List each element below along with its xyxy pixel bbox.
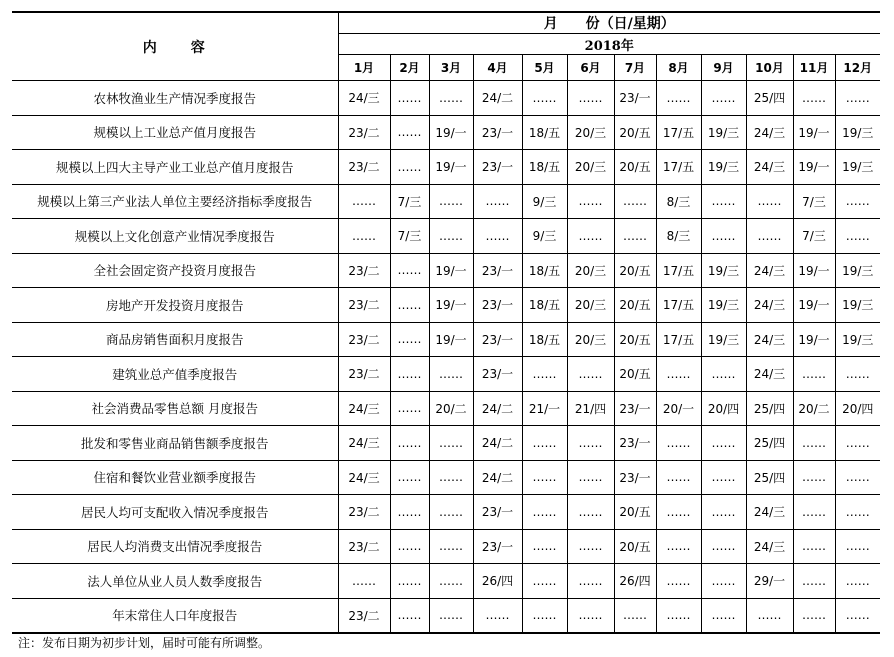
release-date-cell: ……	[338, 564, 390, 599]
release-date-cell: 23/一	[473, 288, 522, 323]
release-date-cell: 19/一	[429, 115, 473, 150]
release-date-cell: 19/三	[835, 150, 880, 185]
release-date-cell: ……	[835, 598, 880, 633]
release-date-cell: ……	[701, 426, 746, 461]
release-date-cell: ……	[567, 598, 614, 633]
release-date-cell: 20/三	[567, 115, 614, 150]
release-date-cell: ……	[656, 460, 701, 495]
release-date-cell: ……	[701, 460, 746, 495]
release-date-cell: 23/一	[614, 460, 656, 495]
release-date-cell: 23/二	[338, 253, 390, 288]
release-date-cell: ……	[793, 426, 835, 461]
release-date-cell: 17/五	[656, 115, 701, 150]
release-date-cell: 29/一	[746, 564, 793, 599]
release-date-cell: 20/五	[614, 529, 656, 564]
release-date-cell: ……	[429, 529, 473, 564]
release-date-cell: ……	[567, 81, 614, 116]
release-date-cell: 25/四	[746, 391, 793, 426]
release-date-cell: 19/一	[793, 322, 835, 357]
release-date-cell: ……	[835, 529, 880, 564]
release-date-cell: 19/三	[835, 115, 880, 150]
release-date-cell: ……	[746, 598, 793, 633]
release-date-cell: ……	[390, 253, 429, 288]
report-name: 建筑业总产值季度报告	[12, 357, 338, 392]
table-row	[12, 184, 880, 219]
release-date-cell: 24/三	[338, 391, 390, 426]
release-date-cell: ……	[835, 357, 880, 392]
release-date-cell: ……	[390, 426, 429, 461]
release-date-cell: 19/三	[701, 288, 746, 323]
release-date-cell: ……	[793, 460, 835, 495]
report-name: 社会消费品零售总额 月度报告	[12, 391, 338, 426]
release-date-cell: 18/五	[522, 150, 567, 185]
table-row	[12, 115, 880, 150]
release-date-cell: ……	[701, 184, 746, 219]
table-row	[12, 426, 880, 461]
release-date-cell: 19/一	[429, 253, 473, 288]
release-date-cell: ……	[567, 357, 614, 392]
release-date-cell: ……	[429, 81, 473, 116]
release-date-cell: 17/五	[656, 150, 701, 185]
release-date-cell: 20/五	[614, 150, 656, 185]
release-date-cell: 20/五	[614, 253, 656, 288]
release-date-cell: 24/二	[473, 460, 522, 495]
release-date-cell: ……	[390, 115, 429, 150]
release-date-cell: 8/三	[656, 219, 701, 254]
content-column-header: 内 容	[12, 12, 338, 81]
table-row	[12, 495, 880, 530]
release-date-cell: ……	[793, 357, 835, 392]
release-date-cell: 23/二	[338, 115, 390, 150]
release-date-cell: 9/三	[522, 184, 567, 219]
release-date-cell: 20/五	[614, 322, 656, 357]
release-date-cell: ……	[390, 529, 429, 564]
release-date-cell: ……	[746, 184, 793, 219]
release-date-cell: ……	[567, 495, 614, 530]
release-date-cell: 24/三	[746, 150, 793, 185]
month-header-7: 7月	[614, 55, 656, 81]
release-date-cell: ……	[701, 564, 746, 599]
release-date-cell: ……	[746, 219, 793, 254]
release-date-cell: ……	[793, 529, 835, 564]
release-date-cell: 24/三	[746, 253, 793, 288]
release-date-cell: 19/一	[429, 322, 473, 357]
month-header-11: 11月	[793, 55, 835, 81]
release-date-cell: 24/三	[746, 115, 793, 150]
release-date-cell: 19/三	[835, 322, 880, 357]
release-date-cell: 23/一	[473, 495, 522, 530]
release-date-cell: 23/二	[338, 529, 390, 564]
table-row	[12, 460, 880, 495]
report-name: 房地产开发投资月度报告	[12, 288, 338, 323]
release-date-cell: ……	[567, 460, 614, 495]
release-date-cell: ……	[390, 81, 429, 116]
release-date-cell: 9/三	[522, 219, 567, 254]
release-date-cell: 20/五	[614, 115, 656, 150]
report-name: 全社会固定资产投资月度报告	[12, 253, 338, 288]
month-header-4: 4月	[473, 55, 522, 81]
release-date-cell: ……	[656, 564, 701, 599]
release-date-cell: 19/一	[429, 150, 473, 185]
release-date-cell: 20/三	[567, 253, 614, 288]
release-date-cell: ……	[614, 219, 656, 254]
release-date-cell: ……	[835, 460, 880, 495]
release-date-cell: 19/一	[793, 288, 835, 323]
release-date-cell: ……	[473, 219, 522, 254]
release-schedule-table	[12, 11, 880, 634]
release-date-cell: 24/三	[746, 357, 793, 392]
release-date-cell: 24/三	[746, 529, 793, 564]
release-date-cell: ……	[522, 529, 567, 564]
release-date-cell: ……	[390, 322, 429, 357]
release-date-cell: 23/一	[473, 115, 522, 150]
release-date-cell: ……	[338, 184, 390, 219]
release-date-cell: ……	[522, 564, 567, 599]
release-date-cell: 18/五	[522, 115, 567, 150]
release-date-cell: ……	[390, 564, 429, 599]
release-date-cell: ……	[567, 426, 614, 461]
release-date-cell: ……	[701, 219, 746, 254]
release-date-cell: 17/五	[656, 322, 701, 357]
release-date-cell: 23/二	[338, 495, 390, 530]
release-date-cell: 23/一	[473, 150, 522, 185]
table-row	[12, 391, 880, 426]
year-header: 2018年	[338, 34, 880, 55]
release-date-cell: 23/二	[338, 598, 390, 633]
release-date-cell: 20/五	[614, 288, 656, 323]
release-date-cell: ……	[390, 288, 429, 323]
release-date-cell: 23/二	[338, 150, 390, 185]
release-date-cell: ……	[701, 81, 746, 116]
release-date-cell: 25/四	[746, 81, 793, 116]
release-date-cell: ……	[793, 81, 835, 116]
release-date-cell: ……	[390, 391, 429, 426]
release-date-cell: 24/三	[338, 81, 390, 116]
release-date-cell: ……	[793, 598, 835, 633]
release-date-cell: 24/三	[746, 495, 793, 530]
release-date-cell: ……	[701, 357, 746, 392]
release-date-cell: 26/四	[614, 564, 656, 599]
release-date-cell: ……	[701, 495, 746, 530]
release-date-cell: ……	[429, 357, 473, 392]
release-date-cell: ……	[338, 219, 390, 254]
release-date-cell: ……	[567, 529, 614, 564]
release-date-cell: 21/四	[567, 391, 614, 426]
release-date-cell: 24/三	[746, 322, 793, 357]
release-date-cell: 19/三	[701, 253, 746, 288]
release-date-cell: 18/五	[522, 322, 567, 357]
release-date-cell: ……	[429, 564, 473, 599]
release-date-cell: 7/三	[793, 219, 835, 254]
release-date-cell: 20/五	[614, 357, 656, 392]
release-date-cell: 23/二	[338, 357, 390, 392]
table-row	[12, 81, 880, 116]
month-header-10: 10月	[746, 55, 793, 81]
release-date-cell: 7/三	[390, 219, 429, 254]
release-date-cell: 24/三	[338, 460, 390, 495]
table-row	[12, 150, 880, 185]
report-name: 商品房销售面积月度报告	[12, 322, 338, 357]
release-date-cell: 24/二	[473, 81, 522, 116]
release-date-cell: ……	[473, 598, 522, 633]
release-date-cell: 23/一	[614, 426, 656, 461]
report-name: 规模以上文化创意产业情况季度报告	[12, 219, 338, 254]
month-header-5: 5月	[522, 55, 567, 81]
month-header-8: 8月	[656, 55, 701, 81]
table-row	[12, 288, 880, 323]
release-date-cell: 19/三	[701, 322, 746, 357]
table-body	[12, 81, 880, 634]
release-date-cell: 20/三	[567, 322, 614, 357]
release-date-cell: ……	[835, 495, 880, 530]
release-date-cell: 21/一	[522, 391, 567, 426]
release-date-cell: 20/三	[567, 150, 614, 185]
month-header-6: 6月	[567, 55, 614, 81]
report-name: 年末常住人口年度报告	[12, 598, 338, 633]
release-date-cell: 26/四	[473, 564, 522, 599]
table-row	[12, 322, 880, 357]
release-date-cell: ……	[793, 495, 835, 530]
release-date-cell: ……	[701, 529, 746, 564]
release-date-cell: 17/五	[656, 253, 701, 288]
release-date-cell: 24/三	[746, 288, 793, 323]
release-date-cell: 8/三	[656, 184, 701, 219]
release-date-cell: ……	[614, 184, 656, 219]
release-date-cell: 25/四	[746, 426, 793, 461]
release-date-cell: ……	[567, 184, 614, 219]
report-name: 农林牧渔业生产情况季度报告	[12, 81, 338, 116]
release-date-cell: ……	[656, 81, 701, 116]
release-date-cell: 19/一	[429, 288, 473, 323]
release-date-cell: ……	[522, 598, 567, 633]
release-date-cell: 23/一	[614, 81, 656, 116]
release-date-cell: ……	[522, 426, 567, 461]
release-date-cell: ……	[522, 495, 567, 530]
release-date-cell: 7/三	[793, 184, 835, 219]
report-name: 规模以上第三产业法人单位主要经济指标季度报告	[12, 184, 338, 219]
release-date-cell: ……	[390, 357, 429, 392]
release-date-cell: ……	[390, 150, 429, 185]
release-date-cell: 20/五	[614, 495, 656, 530]
release-date-cell: ……	[429, 495, 473, 530]
release-date-cell: ……	[390, 460, 429, 495]
release-date-cell: 19/一	[793, 253, 835, 288]
release-date-cell: ……	[656, 426, 701, 461]
release-date-cell: 19/一	[793, 150, 835, 185]
release-date-cell: 18/五	[522, 288, 567, 323]
release-date-cell: 20/三	[567, 288, 614, 323]
release-date-cell: ……	[429, 598, 473, 633]
report-name: 法人单位从业人员人数季度报告	[12, 564, 338, 599]
month-header-12: 12月	[835, 55, 880, 81]
release-date-cell: ……	[835, 564, 880, 599]
release-date-cell: ……	[656, 598, 701, 633]
release-date-cell: ……	[614, 598, 656, 633]
release-date-cell: 23/一	[473, 253, 522, 288]
release-date-cell: 19/一	[793, 115, 835, 150]
release-date-cell: ……	[567, 219, 614, 254]
release-date-cell: ……	[522, 460, 567, 495]
release-date-cell: 23/一	[473, 322, 522, 357]
release-date-cell: 24/三	[338, 426, 390, 461]
table-row	[12, 357, 880, 392]
release-date-cell: ……	[793, 564, 835, 599]
table-row	[12, 253, 880, 288]
report-name: 规模以上工业总产值月度报告	[12, 115, 338, 150]
release-date-cell: ……	[835, 426, 880, 461]
release-date-cell: ……	[835, 81, 880, 116]
release-date-cell: ……	[429, 184, 473, 219]
release-date-cell: ……	[473, 184, 522, 219]
release-date-cell: ……	[390, 495, 429, 530]
release-date-cell: ……	[656, 529, 701, 564]
month-header-2: 2月	[390, 55, 429, 81]
footnote: 注：发布日期为初步计划，届时可能有所调整。	[18, 636, 271, 650]
release-date-cell: 23/一	[473, 529, 522, 564]
release-date-cell: 19/三	[835, 288, 880, 323]
table-row	[12, 564, 880, 599]
release-date-cell: ……	[656, 495, 701, 530]
release-date-cell: 20/二	[429, 391, 473, 426]
release-date-cell: ……	[656, 357, 701, 392]
release-date-cell: 19/三	[835, 253, 880, 288]
release-date-cell: ……	[429, 460, 473, 495]
month-header-1: 1月	[338, 55, 390, 81]
release-date-cell: ……	[835, 184, 880, 219]
report-name: 居民人均可支配收入情况季度报告	[12, 495, 338, 530]
release-date-cell: 23/一	[473, 357, 522, 392]
release-date-cell: 17/五	[656, 288, 701, 323]
release-date-cell: 20/四	[835, 391, 880, 426]
release-date-cell: 25/四	[746, 460, 793, 495]
release-date-cell: ……	[429, 426, 473, 461]
report-name: 规模以上四大主导产业工业总产值月度报告	[12, 150, 338, 185]
release-date-cell: ……	[522, 357, 567, 392]
release-date-cell: ……	[701, 598, 746, 633]
release-date-cell: 23/二	[338, 288, 390, 323]
release-date-cell: ……	[522, 81, 567, 116]
table-row	[12, 219, 880, 254]
table-row	[12, 598, 880, 633]
release-date-cell: ……	[835, 219, 880, 254]
month-header-9: 9月	[701, 55, 746, 81]
month-header-3: 3月	[429, 55, 473, 81]
release-date-cell: 19/三	[701, 150, 746, 185]
month-column-header: 月 份（日/星期）	[338, 12, 880, 34]
report-name: 批发和零售业商品销售额季度报告	[12, 426, 338, 461]
release-date-cell: 18/五	[522, 253, 567, 288]
release-date-cell: ……	[390, 598, 429, 633]
release-date-cell: 20/一	[656, 391, 701, 426]
table-row	[12, 529, 880, 564]
report-name: 住宿和餐饮业营业额季度报告	[12, 460, 338, 495]
release-date-cell: 19/三	[701, 115, 746, 150]
release-date-cell: 24/二	[473, 391, 522, 426]
release-date-cell: 20/四	[701, 391, 746, 426]
release-date-cell: 20/二	[793, 391, 835, 426]
release-date-cell: ……	[567, 564, 614, 599]
release-date-cell: 23/二	[338, 322, 390, 357]
release-date-cell: ……	[429, 219, 473, 254]
release-date-cell: 7/三	[390, 184, 429, 219]
report-name: 居民人均消费支出情况季度报告	[12, 529, 338, 564]
release-date-cell: 24/二	[473, 426, 522, 461]
release-date-cell: 23/一	[614, 391, 656, 426]
